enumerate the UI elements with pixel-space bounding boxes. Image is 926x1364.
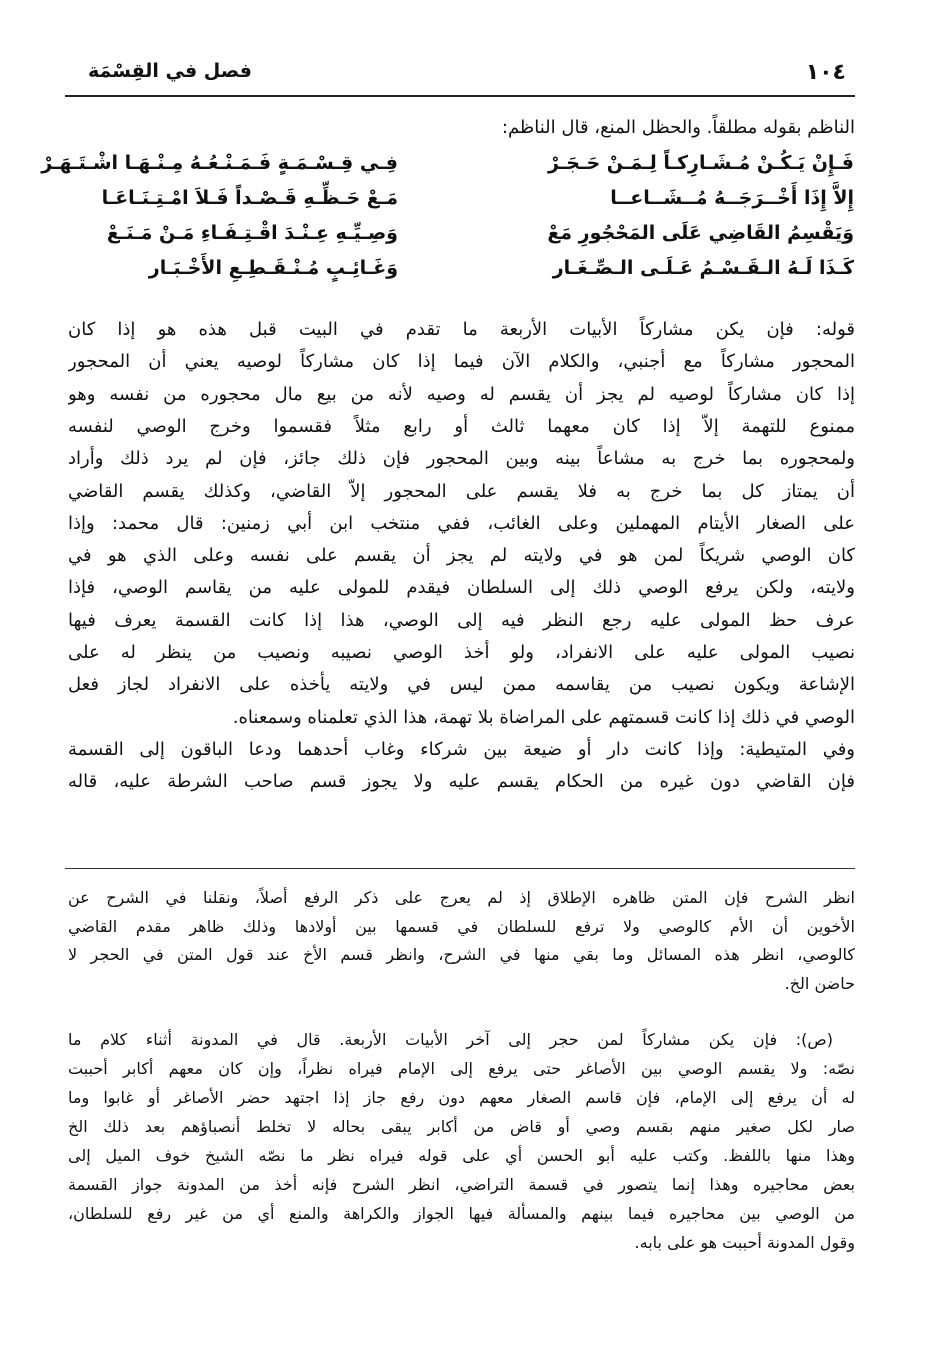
verse-first-hemistich: وَيَقْسِمُ القَاضِي عَلَى المَحْجُورِ مَعْ xyxy=(547,222,854,244)
footnote-line: كالوصي، انظر هذه المسائل وما بقي منها في الشرح، وانظر قسم الأخ عند قول المتن في الحجر لا xyxy=(68,945,855,964)
text-line: الإشاعة ويكون نصيب من يقاسمه ممن ليس في ولايته يأخذه على الانفراد لجاز فعل xyxy=(68,674,855,696)
footnote-line: بعض محاجيره وهذا إنما يتصور في قسمة التراضي، انظر الشرح فإنه أخذ من المدونة جواز القسمة xyxy=(68,1175,855,1194)
page-number: ١٠٤ xyxy=(805,60,846,85)
verse-first-hemistich: كَـذَا لَـهُ الـقَـسْـمُ عَـلَـى الـصِّـغَـار xyxy=(552,257,854,279)
text-line: ولايته، ولكن يرفع الوصي ذلك إلى السلطان فيقدم للمولى عليه من يقاسم الوصي، فإذا xyxy=(68,577,855,599)
running-title: فصل في القِسْمَة xyxy=(88,60,252,82)
footnote-line: حاضن الخ. xyxy=(784,973,855,993)
text-line: عرف حظ المولى عليه رجع النظر فيه إلى الوصي، هذا إذا كانت القسمة يعرف فيها xyxy=(68,609,855,631)
header-rule xyxy=(65,95,855,97)
text-line: نصيب المولى عليه على الانفراد، ولو أخذ الوصي نصيبه ونصيب من ينظر له على xyxy=(68,642,855,663)
footnote-line: وهذا منها باللفظ. وكتب عليه أبو الحسن أي على قوله فيراه نظر ما نصّه الشيخ خوف الميل إلى xyxy=(68,1146,855,1165)
verse-second-hemistich: مَـعْ حَـظِّـهِ قَـصْـداً فَـلاَ امْـتِـنَـاعَـا xyxy=(101,187,398,209)
text-line: فإن القاضي دون غيره من الحكام يقسم عليه ولا يجوز قسم صاحب الشرطة عليه، قاله xyxy=(68,771,855,793)
text-line: الوصي في ذلك إذا كانت قسمتهم على المراضاة بلا تهمة، هذا الذي تعلمناه وسمعناه. xyxy=(232,706,855,728)
footnote-line: صار لكل صغير منهم بقسم وصي أو قاض من أكابر يبقى بحاله لا تخلط أنصباؤهم بعد ذلك الخ xyxy=(68,1117,855,1136)
footnote-line: من الوصي بين محاجيره فيما بينهم والمسألة فيها الجواز والكراهة والمنع أي من غير رفع للسلطان، xyxy=(68,1204,855,1223)
footnote-line: له أن يرفع إلى الإمام، فإن قاسم الصغار معهم دون رفع جاز إذا اجتهد حضر الأصاغر أو غابوا وما xyxy=(68,1088,855,1107)
verse-second-hemistich: وَغَـائِـبٍ مُـنْـقَـطِـعِ الأَخْـبَـار xyxy=(148,257,398,279)
footnote-separator xyxy=(65,868,855,869)
intro-line: الناظم بقوله مطلقاً. والحظل المنع، قال الناظم: xyxy=(501,117,855,138)
verse-second-hemistich: فِـي قِـسْـمَـةٍ فَـمَـنْـعُـهُ مِـنْـهَـا اشْـتَـهَـرْ xyxy=(41,152,398,174)
verse-second-hemistich: وَصِـيِّـهِ عِـنْـدَ اقْـتِـفَـاءِ مَـنْ مَـنَـعْ xyxy=(106,222,398,244)
footnote-line: الأخوين أن الأم كالوصي ولا ترفع للسلطان في قسمها بين أولادها وذلك ظاهر مقدم القاضي xyxy=(68,916,855,936)
footnote-line: نصّه: ولا يقسم الوصي بين الأصاغر حتى يرفع إلى الإمام فيراه نظراً، وإن كان معهم أكابر أحببت xyxy=(68,1059,855,1078)
text-line: أن يمتاز كل بما خرج به فلا يقسم على المحجور إلاّ القاضي، وكذلك يقسم القاضي xyxy=(68,480,855,502)
text-line: كان الوصي شريكاً لمن هو في ولايته لم يجز أن يقسم على نفسه وعلى الذي هو في xyxy=(68,545,855,567)
text-line: على الصغار الأيتام المهملين وعلى الغائب، ففي منتخب ابن أبي زمنين: قال محمد: وإذا xyxy=(68,512,855,534)
text-line: قوله: فإن يكن مشاركاً الأبيات الأربعة ما تقدم في البيت قبل هذه هو إذا كان xyxy=(68,319,855,340)
footnote-line: انظر الشرح فإن المتن ظاهره الإطلاق إذ لم يعرج على ذكر الرفع أصلاً، ونقلنا في الشرح عن xyxy=(68,888,855,907)
footnote-line: وقول المدونة أحببت هو على بابه. xyxy=(634,1233,855,1252)
verse-first-hemistich: فَـإِنْ يَـكُـنْ مُـشَـارِكـاً لِـمَـنْ حَـجَـرْ xyxy=(547,152,854,174)
text-line: وفي المتيطية: وإذا كانت دار أو ضيعة بين شركاء وغاب أحدهما ودعا الباقون إلى القسمة xyxy=(68,738,855,760)
text-line: المحجور مشاركاً مع أجنبي، والكلام الآن فيما إذا كان مشاركاً لوصيه يعني أن المحجور xyxy=(68,351,855,373)
verse-first-hemistich: إِلاَّ إِذَا أَخْــرَجَــهُ مُــشَــاعــا xyxy=(610,187,854,209)
text-line: ممنوع للتهمة إلاّ إذا كان معهما ثالث أو رابع مثلاً فقسموا وخرج الوصي لنفسه xyxy=(68,415,855,437)
text-line: إذا كان مشاركاً لوصيه لم يجز أن يقسم له وصيه لأنه من بيع مال محجوره من نفسه وهو xyxy=(68,383,855,405)
text-line: ولمحجوره بما خرج به مشاعاً بينه وبين المحجور فإن ذلك جائز، فإن لم يرد ذلك وأراد xyxy=(68,448,855,470)
footnote-line: (ص): فإن يكن مشاركاً لمن حجر إلى آخر الأبيات الأربعة. قال في المدونة أثناء كلام ما xyxy=(68,1030,833,1049)
